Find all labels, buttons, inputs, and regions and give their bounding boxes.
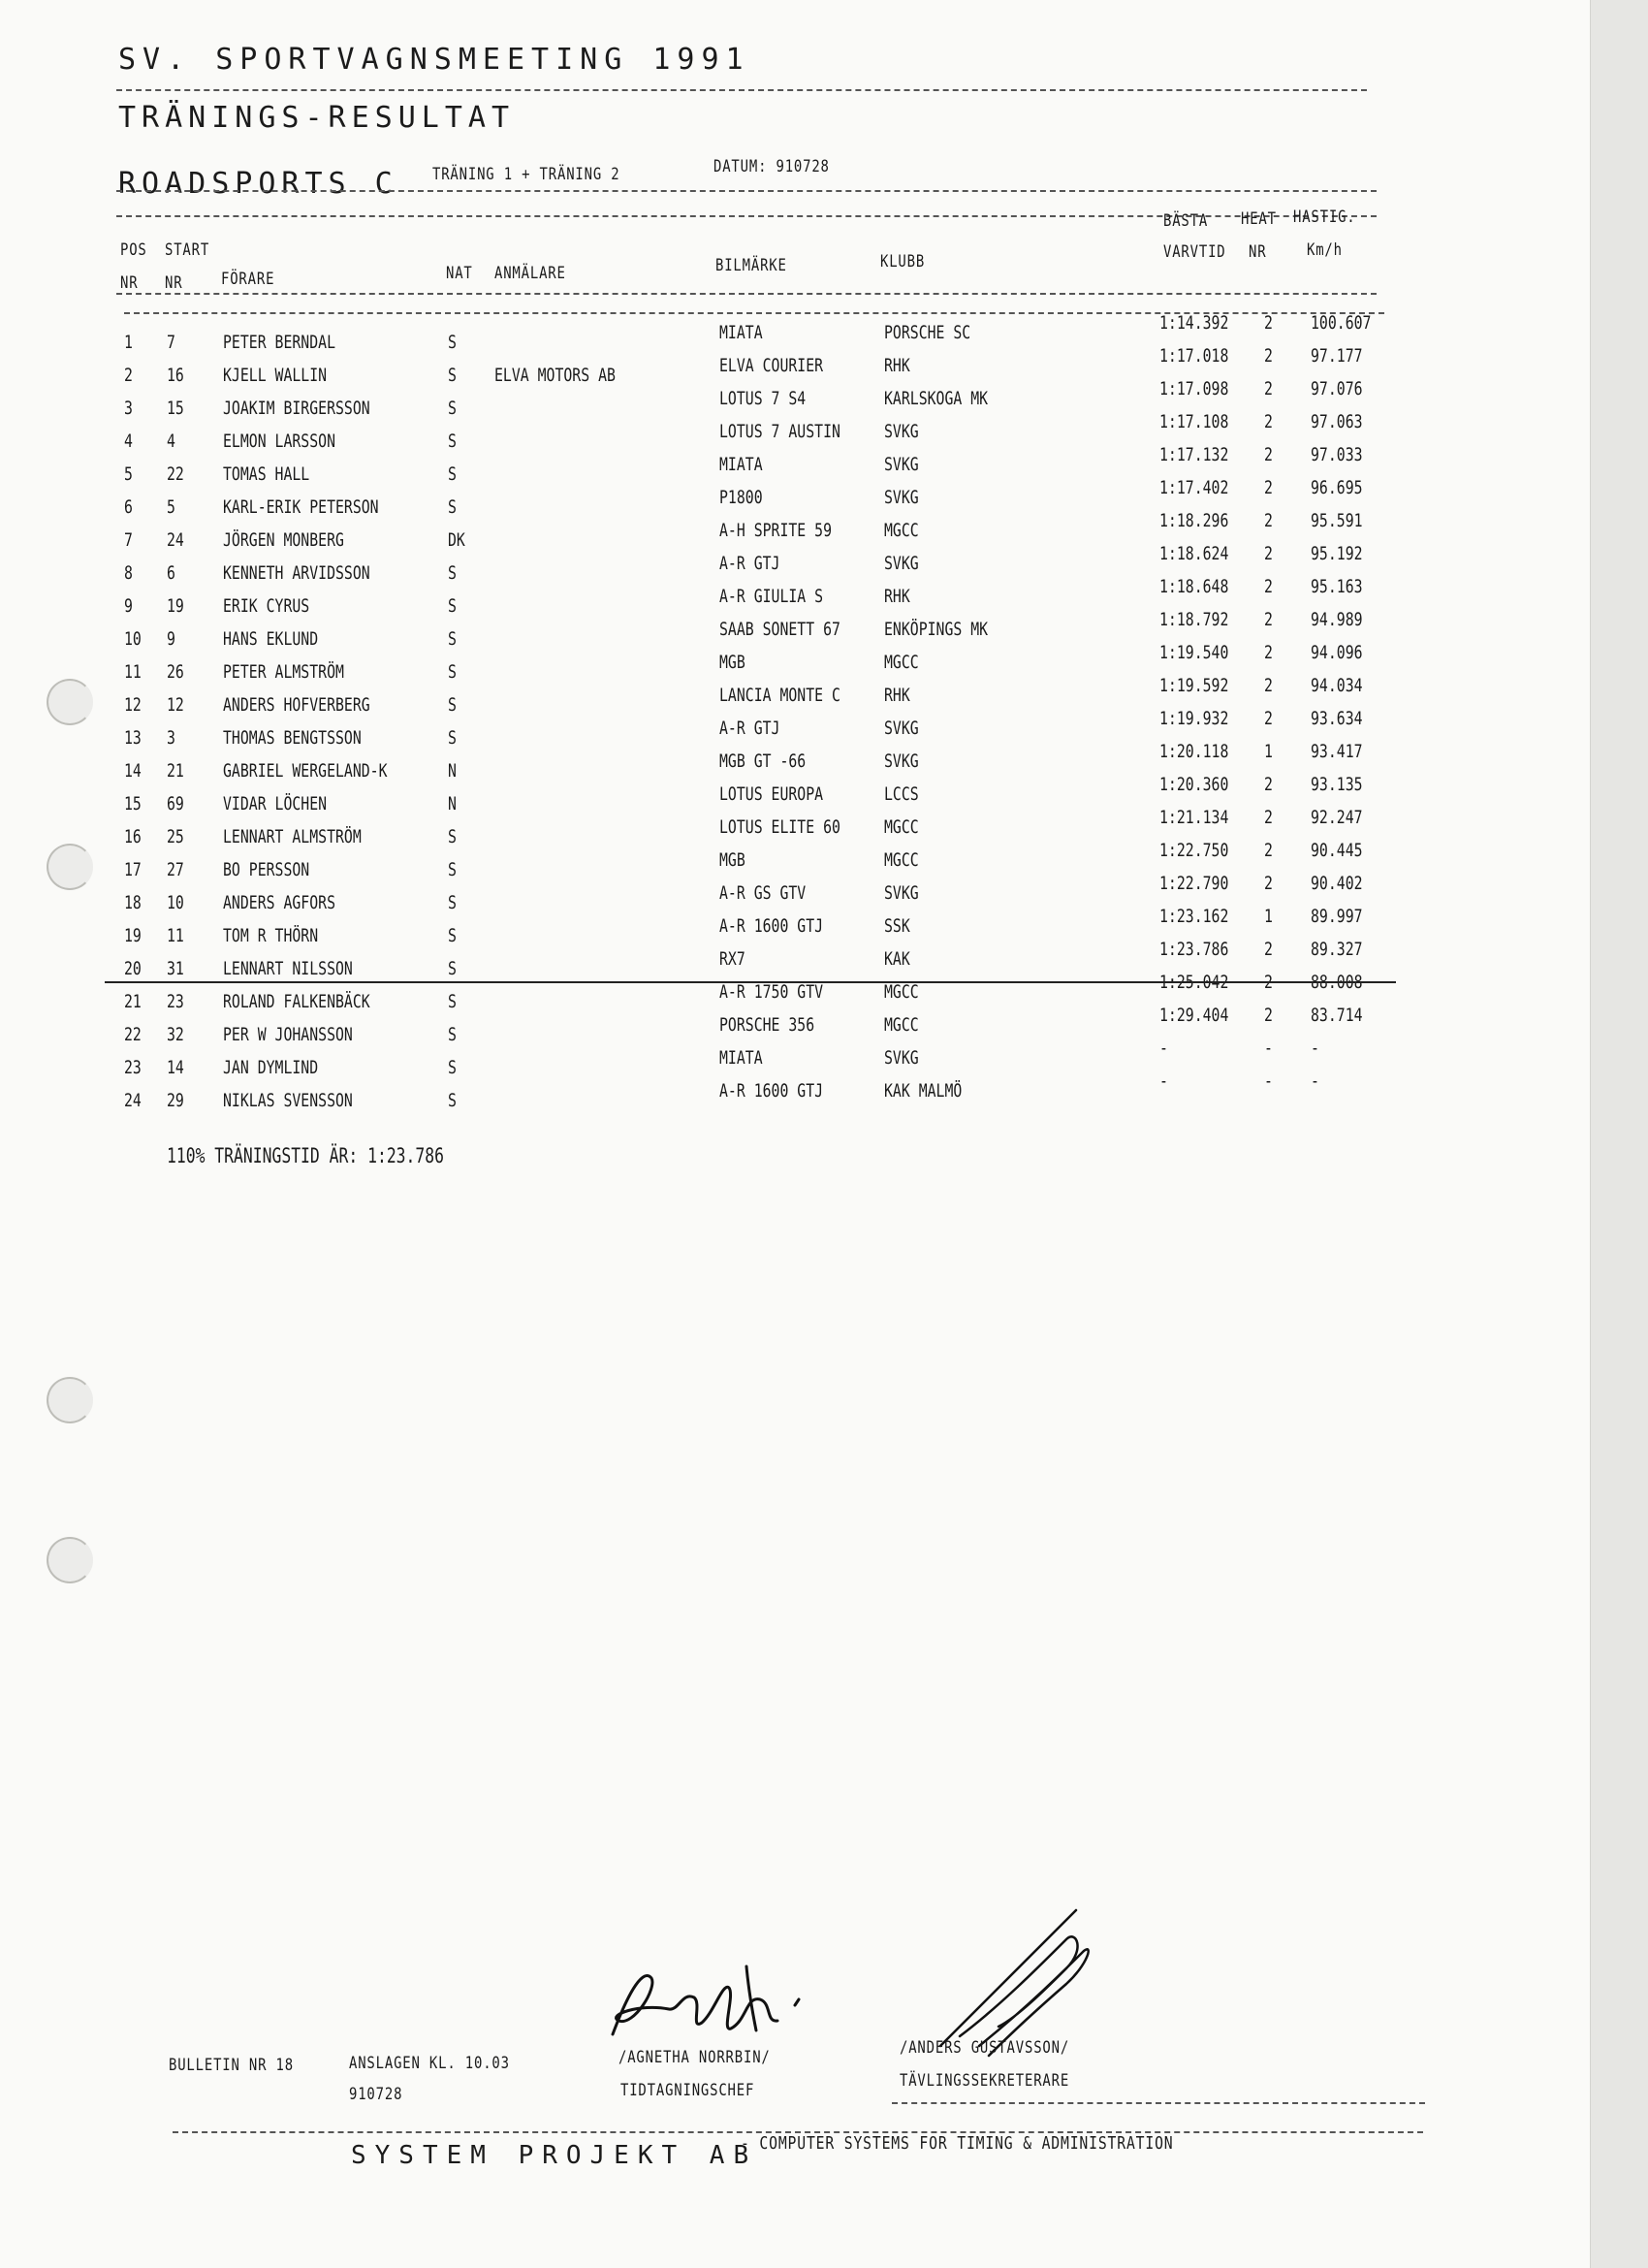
row-nationality: S <box>448 463 457 485</box>
col-heat-top: HEAT <box>1241 209 1277 229</box>
row-best-lap: 1:19.540 <box>1159 642 1229 663</box>
row-best-lap: 1:18.624 <box>1159 543 1229 564</box>
row-best-lap: 1:18.792 <box>1159 609 1229 630</box>
row-best-lap: 1:23.162 <box>1159 906 1229 927</box>
row-start-number: 3 <box>167 727 175 749</box>
row-start-number: 9 <box>167 628 175 650</box>
col-speed: Km/h <box>1307 240 1343 260</box>
row-start-number: 14 <box>167 1057 184 1078</box>
row-club: PORSCHE SC <box>884 322 971 343</box>
row-driver: PETER ALMSTRÖM <box>223 661 344 683</box>
row-car: SAAB SONETT 67 <box>719 619 840 640</box>
row-nationality: N <box>448 760 457 782</box>
row-nationality: S <box>448 958 457 979</box>
row-start-number: 19 <box>167 595 184 617</box>
row-position: 21 <box>124 991 142 1012</box>
row-heat: - <box>1264 1038 1273 1059</box>
row-driver: ROLAND FALKENBÄCK <box>223 991 370 1012</box>
row-nationality: S <box>448 694 457 716</box>
row-speed: 94.989 <box>1311 609 1363 630</box>
row-club: KARLSKOGA MK <box>884 388 989 409</box>
row-driver: TOM R THÖRN <box>223 925 319 946</box>
row-club: SVKG <box>884 751 919 772</box>
row-driver: VIDAR LÖCHEN <box>223 793 328 815</box>
row-nationality: S <box>448 892 457 913</box>
row-nationality: S <box>448 826 457 847</box>
posted-date: 910728 <box>349 2085 403 2104</box>
row-best-lap: 1:17.018 <box>1159 345 1229 367</box>
row-speed: 93.417 <box>1311 741 1363 762</box>
row-best-lap: 1:17.108 <box>1159 411 1229 432</box>
row-best-lap: 1:18.296 <box>1159 510 1229 531</box>
row-club: SVKG <box>884 421 919 442</box>
row-car: MGB <box>719 849 745 871</box>
row-car: LOTUS EUROPA <box>719 783 824 805</box>
row-nationality: S <box>448 925 457 946</box>
row-speed: 95.163 <box>1311 576 1363 597</box>
row-car: A-R GTJ <box>719 718 780 739</box>
row-speed: 89.327 <box>1311 939 1363 960</box>
row-nationality: S <box>448 332 457 353</box>
row-driver: ELMON LARSSON <box>223 431 336 452</box>
row-speed: - <box>1311 1070 1319 1092</box>
row-speed: 89.997 <box>1311 906 1363 927</box>
row-club: SVKG <box>884 882 919 904</box>
row-car: A-R 1600 GTJ <box>719 1080 824 1102</box>
row-driver: KARL-ERIK PETERSON <box>223 496 379 518</box>
row-position: 6 <box>124 496 133 518</box>
row-driver: JOAKIM BIRGERSSON <box>223 398 370 419</box>
timekeeper-name: /AGNETHA NORRBIN/ <box>618 2048 771 2067</box>
row-best-lap: 1:29.404 <box>1159 1005 1229 1026</box>
row-position: 16 <box>124 826 142 847</box>
row-heat: 2 <box>1264 510 1273 531</box>
row-speed: 94.034 <box>1311 675 1363 696</box>
row-heat: 2 <box>1264 543 1273 564</box>
row-start-number: 31 <box>167 958 184 979</box>
row-start-number: 7 <box>167 332 175 353</box>
row-heat: 2 <box>1264 807 1273 828</box>
row-heat: 2 <box>1264 477 1273 498</box>
row-driver: KJELL WALLIN <box>223 365 328 386</box>
row-car: P1800 <box>719 487 763 508</box>
row-speed: 93.634 <box>1311 708 1363 729</box>
row-driver: JÖRGEN MONBERG <box>223 529 344 551</box>
row-club: MGCC <box>884 849 919 871</box>
row-position: 9 <box>124 595 133 617</box>
row-best-lap: 1:20.360 <box>1159 774 1229 795</box>
row-club: SVKG <box>884 454 919 475</box>
row-position: 7 <box>124 529 133 551</box>
row-driver: PER W JOHANSSON <box>223 1024 353 1045</box>
row-club: SSK <box>884 915 910 937</box>
row-best-lap: 1:23.786 <box>1159 939 1229 960</box>
row-driver: LENNART NILSSON <box>223 958 353 979</box>
row-start-number: 26 <box>167 661 184 683</box>
row-best-lap: 1:18.648 <box>1159 576 1229 597</box>
row-heat: 2 <box>1264 444 1273 465</box>
row-heat: 2 <box>1264 378 1273 399</box>
row-car: A-R GIULIA S <box>719 586 824 607</box>
row-nationality: S <box>448 628 457 650</box>
row-best-lap: - <box>1159 1070 1168 1092</box>
row-best-lap: 1:21.134 <box>1159 807 1229 828</box>
row-car: LOTUS ELITE 60 <box>719 816 840 838</box>
row-nationality: S <box>448 365 457 386</box>
row-driver: LENNART ALMSTRÖM <box>223 826 362 847</box>
row-heat: 2 <box>1264 840 1273 861</box>
company-tagline: - COMPUTER SYSTEMS FOR TIMING & ADMINISTRATION <box>741 2133 1174 2154</box>
row-speed: 97.033 <box>1311 444 1363 465</box>
timekeeper-role: TIDTAGNINGSCHEF <box>620 2081 755 2100</box>
row-car: MGB <box>719 652 745 673</box>
col-nat: NAT <box>446 264 473 283</box>
row-start-number: 21 <box>167 760 184 782</box>
col-speed-top: HASTIG. <box>1293 208 1356 227</box>
row-club: SVKG <box>884 718 919 739</box>
row-driver: NIKLAS SVENSSON <box>223 1090 353 1111</box>
row-driver: JAN DYMLIND <box>223 1057 319 1078</box>
col-start-nr: NR <box>165 273 183 293</box>
row-club: SVKG <box>884 553 919 574</box>
row-club: SVKG <box>884 487 919 508</box>
date-label: DATUM: 910728 <box>713 157 830 176</box>
page-edge-shadow <box>1590 0 1648 2268</box>
row-speed: 97.076 <box>1311 378 1363 399</box>
row-start-number: 16 <box>167 365 184 386</box>
row-heat: 1 <box>1264 906 1273 927</box>
row-heat: 2 <box>1264 642 1273 663</box>
row-start-number: 6 <box>167 562 175 584</box>
row-speed: 97.177 <box>1311 345 1363 367</box>
row-nationality: DK <box>448 529 465 551</box>
row-car: A-R 1600 GTJ <box>719 915 824 937</box>
col-heat: NR <box>1249 242 1267 262</box>
row-heat: 2 <box>1264 312 1273 334</box>
row-nationality: S <box>448 398 457 419</box>
punch-hole <box>47 1377 93 1423</box>
row-car: PORSCHE 356 <box>719 1014 815 1036</box>
row-heat: 2 <box>1264 576 1273 597</box>
row-best-lap: 1:14.392 <box>1159 312 1229 334</box>
row-position: 2 <box>124 365 133 386</box>
company-name: SYSTEM PROJEKT AB <box>351 2141 758 2170</box>
col-best-top: BÄSTA <box>1163 211 1209 231</box>
row-car: MGB GT -66 <box>719 751 807 772</box>
row-heat: 2 <box>1264 939 1273 960</box>
row-heat: 2 <box>1264 411 1273 432</box>
row-nationality: N <box>448 793 457 815</box>
row-heat: 2 <box>1264 774 1273 795</box>
row-start-number: 32 <box>167 1024 184 1045</box>
row-position: 20 <box>124 958 142 979</box>
row-car: ELVA COURIER <box>719 355 824 376</box>
row-club: KAK <box>884 948 910 970</box>
row-speed: 94.096 <box>1311 642 1363 663</box>
row-best-lap: 1:17.402 <box>1159 477 1229 498</box>
row-speed: 90.402 <box>1311 873 1363 894</box>
row-position: 11 <box>124 661 142 683</box>
row-position: 23 <box>124 1057 142 1078</box>
document-title: TRÄNINGS-RESULTAT <box>118 101 516 135</box>
row-driver: GABRIEL WERGELAND-K <box>223 760 388 782</box>
row-best-lap: 1:17.132 <box>1159 444 1229 465</box>
row-speed: - <box>1311 1038 1319 1059</box>
row-position: 18 <box>124 892 142 913</box>
event-title: SV. SPORTVAGNSMEETING 1991 <box>118 43 750 77</box>
row-position: 13 <box>124 727 142 749</box>
row-heat: 2 <box>1264 972 1273 993</box>
row-speed: 92.247 <box>1311 807 1363 828</box>
row-speed: 93.135 <box>1311 774 1363 795</box>
row-heat: 2 <box>1264 873 1273 894</box>
row-car: LOTUS 7 AUSTIN <box>719 421 840 442</box>
row-car: MIATA <box>719 322 763 343</box>
row-car: MIATA <box>719 454 763 475</box>
row-best-lap: - <box>1159 1038 1168 1059</box>
row-driver: HANS EKLUND <box>223 628 319 650</box>
row-best-lap: 1:17.098 <box>1159 378 1229 399</box>
row-nationality: S <box>448 1057 457 1078</box>
row-club: KAK MALMÖ <box>884 1080 963 1102</box>
row-position: 8 <box>124 562 133 584</box>
row-speed: 96.695 <box>1311 477 1363 498</box>
row-start-number: 24 <box>167 529 184 551</box>
row-position: 15 <box>124 793 142 815</box>
col-start-top: START <box>165 240 210 260</box>
row-start-number: 22 <box>167 463 184 485</box>
col-entrant: ANMÄLARE <box>494 264 566 283</box>
row-start-number: 15 <box>167 398 184 419</box>
row-best-lap: 1:20.118 <box>1159 741 1229 762</box>
row-nationality: S <box>448 431 457 452</box>
row-position: 22 <box>124 1024 142 1045</box>
row-entrant: ELVA MOTORS AB <box>494 365 616 386</box>
row-position: 24 <box>124 1090 142 1111</box>
row-position: 17 <box>124 859 142 880</box>
row-club: MGCC <box>884 1014 919 1036</box>
posted-time: ANSLAGEN KL. 10.03 <box>349 2054 510 2073</box>
row-club: ENKÖPINGS MK <box>884 619 989 640</box>
row-club: RHK <box>884 685 910 706</box>
row-speed: 90.445 <box>1311 840 1363 861</box>
row-club: RHK <box>884 355 910 376</box>
row-nationality: S <box>448 991 457 1012</box>
col-driver: FÖRARE <box>221 270 275 289</box>
row-position: 12 <box>124 694 142 716</box>
row-heat: 2 <box>1264 708 1273 729</box>
row-heat: 2 <box>1264 609 1273 630</box>
row-club: MGCC <box>884 981 919 1003</box>
row-start-number: 69 <box>167 793 184 815</box>
row-car: A-R GS GTV <box>719 882 807 904</box>
divider <box>892 2102 1425 2104</box>
row-car: RX7 <box>719 948 745 970</box>
row-heat: 2 <box>1264 345 1273 367</box>
row-car: A-R GTJ <box>719 553 780 574</box>
row-speed: 95.591 <box>1311 510 1363 531</box>
divider <box>116 89 1367 91</box>
punch-hole <box>47 1537 93 1583</box>
row-nationality: S <box>448 496 457 518</box>
cutoff-line <box>105 981 1396 983</box>
row-position: 4 <box>124 431 133 452</box>
row-speed: 88.008 <box>1311 972 1363 993</box>
table-row <box>0 1070 1590 1123</box>
row-best-lap: 1:22.790 <box>1159 873 1229 894</box>
col-club: KLUBB <box>880 252 926 272</box>
row-heat: - <box>1264 1070 1273 1092</box>
row-start-number: 29 <box>167 1090 184 1111</box>
row-start-number: 27 <box>167 859 184 880</box>
row-heat: 2 <box>1264 675 1273 696</box>
row-speed: 95.192 <box>1311 543 1363 564</box>
row-position: 5 <box>124 463 133 485</box>
row-car: A-R 1750 GTV <box>719 981 824 1003</box>
timekeeper-signature <box>601 1949 882 2056</box>
row-speed: 100.607 <box>1311 312 1372 334</box>
row-start-number: 12 <box>167 694 184 716</box>
row-position: 1 <box>124 332 133 353</box>
row-driver: ANDERS AGFORS <box>223 892 336 913</box>
row-club: MGCC <box>884 520 919 541</box>
bulletin-number: BULLETIN NR 18 <box>169 2056 294 2075</box>
row-best-lap: 1:19.592 <box>1159 675 1229 696</box>
qualifying-note: 110% TRÄNINGSTID ÄR: 1:23.786 <box>167 1144 444 1167</box>
row-car: LOTUS 7 S4 <box>719 388 807 409</box>
row-driver: ERIK CYRUS <box>223 595 310 617</box>
row-best-lap: 1:22.750 <box>1159 840 1229 861</box>
row-nationality: S <box>448 595 457 617</box>
table-row <box>0 1005 1590 1057</box>
row-club: MGCC <box>884 816 919 838</box>
col-car: BILMÄRKE <box>715 256 787 275</box>
row-driver: THOMAS BENGTSSON <box>223 727 362 749</box>
row-car: MIATA <box>719 1047 763 1069</box>
row-car: LANCIA MONTE C <box>719 685 840 706</box>
row-club: SVKG <box>884 1047 919 1069</box>
row-start-number: 23 <box>167 991 184 1012</box>
row-driver: KENNETH ARVIDSSON <box>223 562 370 584</box>
row-position: 3 <box>124 398 133 419</box>
row-nationality: S <box>448 1024 457 1045</box>
row-start-number: 10 <box>167 892 184 913</box>
col-pos-nr: NR <box>120 273 139 293</box>
divider <box>116 293 1377 295</box>
row-nationality: S <box>448 859 457 880</box>
row-driver: ANDERS HOFVERBERG <box>223 694 370 716</box>
row-start-number: 5 <box>167 496 175 518</box>
row-driver: PETER BERNDAL <box>223 332 336 353</box>
secretary-name: /ANDERS GUSTAVSSON/ <box>900 2038 1070 2058</box>
row-position: 14 <box>124 760 142 782</box>
row-position: 19 <box>124 925 142 946</box>
row-start-number: 4 <box>167 431 175 452</box>
row-heat: 2 <box>1264 1005 1273 1026</box>
row-club: MGCC <box>884 652 919 673</box>
row-driver: TOMAS HALL <box>223 463 310 485</box>
col-best: VARVTID <box>1163 242 1226 262</box>
row-speed: 83.714 <box>1311 1005 1363 1026</box>
row-nationality: S <box>448 661 457 683</box>
row-driver: BO PERSSON <box>223 859 310 880</box>
row-best-lap: 1:19.932 <box>1159 708 1229 729</box>
row-nationality: S <box>448 727 457 749</box>
class-name: ROADSPORTS C <box>118 167 398 201</box>
row-club: RHK <box>884 586 910 607</box>
session-label: TRÄNING 1 + TRÄNING 2 <box>432 165 620 184</box>
row-best-lap: 1:25.042 <box>1159 972 1229 993</box>
col-pos-top: POS <box>120 240 147 260</box>
row-car: A-H SPRITE 59 <box>719 520 833 541</box>
row-speed: 97.063 <box>1311 411 1363 432</box>
row-start-number: 25 <box>167 826 184 847</box>
secretary-role: TÄVLINGSSEKRETERARE <box>900 2071 1070 2091</box>
row-nationality: S <box>448 562 457 584</box>
row-nationality: S <box>448 1090 457 1111</box>
row-start-number: 11 <box>167 925 184 946</box>
divider <box>116 190 1377 192</box>
row-heat: 1 <box>1264 741 1273 762</box>
row-position: 10 <box>124 628 142 650</box>
row-club: LCCS <box>884 783 919 805</box>
